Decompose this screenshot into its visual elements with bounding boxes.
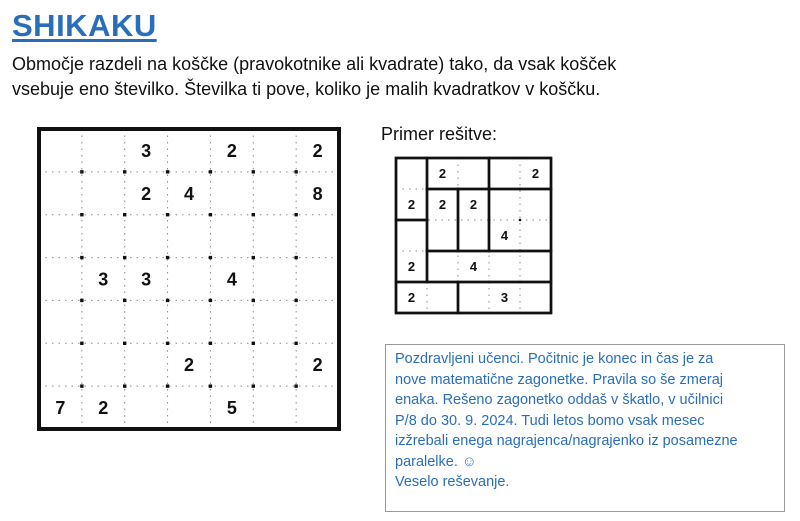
clue-number: 2 bbox=[469, 197, 478, 213]
grid-dot bbox=[252, 170, 255, 173]
announcement-line: nove matematične zagonetke. Pravila so še zmeraj bbox=[395, 371, 724, 388]
grid-dot bbox=[252, 384, 255, 387]
grid-border bbox=[39, 129, 339, 429]
announcement-line: izžrebali enega nagrajenca/nagrajenko iz posamezne bbox=[395, 433, 738, 449]
clue-number: 2 bbox=[312, 355, 323, 376]
clue-number: 4 bbox=[469, 259, 478, 275]
grid-dot bbox=[209, 213, 212, 216]
puzzle-grid[interactable] bbox=[39, 129, 339, 429]
grid-dot bbox=[166, 213, 169, 216]
clue-number: 2 bbox=[407, 259, 416, 275]
clue-number: 2 bbox=[407, 197, 416, 213]
announcement-line: paralelke. ☺ bbox=[395, 453, 477, 470]
instructions-line: vsebuje eno številko. Številka ti pove, koliko je malih kvadratkov v koščku. bbox=[12, 79, 601, 99]
clue-number: 2 bbox=[531, 166, 540, 182]
clue-number: 3 bbox=[141, 269, 152, 290]
grid-dot bbox=[294, 299, 297, 302]
clue-number: 4 bbox=[500, 228, 509, 244]
clue-number: 2 bbox=[438, 166, 447, 182]
grid-dot bbox=[166, 256, 169, 259]
clue-number: 4 bbox=[183, 183, 195, 204]
clue-number: 7 bbox=[55, 398, 66, 419]
grid-dot bbox=[123, 342, 126, 345]
grid-dot bbox=[519, 219, 521, 221]
announcement-line: Pozdravljeni učenci. Počitnic je konec in čas je za bbox=[395, 351, 714, 367]
grid-dot bbox=[209, 299, 212, 302]
clue-number: 2 bbox=[226, 140, 237, 161]
grid-dot bbox=[294, 384, 297, 387]
grid-dot bbox=[166, 170, 169, 173]
grid-dot bbox=[80, 299, 83, 302]
grid-dot bbox=[80, 256, 83, 259]
clue-number: 4 bbox=[226, 269, 237, 290]
page-title: SHIKAKU bbox=[12, 8, 157, 43]
clue-number: 2 bbox=[312, 140, 323, 161]
grid-dot bbox=[209, 170, 212, 173]
clue-number: 5 bbox=[226, 398, 237, 419]
grid-dot bbox=[294, 170, 297, 173]
grid-border bbox=[396, 158, 551, 313]
clue-number: 2 bbox=[183, 355, 195, 376]
clue-number: 2 bbox=[407, 290, 416, 306]
grid-dot bbox=[166, 342, 169, 345]
grid-dot bbox=[80, 342, 83, 345]
grid-dot bbox=[294, 213, 297, 216]
clue-number: 3 bbox=[500, 290, 509, 306]
grid-dot bbox=[294, 256, 297, 259]
clue-number: 3 bbox=[141, 140, 152, 161]
grid-dot bbox=[80, 384, 83, 387]
clue-number: 2 bbox=[141, 183, 152, 204]
grid-dot bbox=[252, 213, 255, 216]
grid-dot bbox=[123, 213, 126, 216]
grid-dot bbox=[80, 170, 83, 173]
announcement-box bbox=[385, 344, 785, 512]
announcement-line: enaka. Rešeno zagonetko oddaš v škatlo, v učilnici bbox=[395, 392, 724, 408]
instructions-line: Območje razdeli na koščke (pravokotnike ali kvadrate) tako, da vsak košček bbox=[12, 54, 617, 74]
grid-dot bbox=[209, 342, 212, 345]
announcement-line: Veselo reševanje. bbox=[395, 474, 510, 490]
instructions bbox=[12, 52, 772, 102]
grid-dot bbox=[123, 170, 126, 173]
grid-dot bbox=[80, 213, 83, 216]
grid-dot bbox=[209, 384, 212, 387]
grid-dot bbox=[123, 299, 126, 302]
grid-dot bbox=[123, 256, 126, 259]
grid-dot bbox=[166, 299, 169, 302]
clue-number: 2 bbox=[98, 398, 109, 419]
grid-dot bbox=[209, 256, 212, 259]
example-solution-grid bbox=[396, 158, 551, 313]
clue-number: 3 bbox=[98, 269, 109, 290]
grid-dot bbox=[252, 342, 255, 345]
clue-number: 8 bbox=[312, 183, 323, 204]
announcement-line: P/8 do 30. 9. 2024. Tudi letos bomo vsak mesec bbox=[395, 412, 705, 429]
grid-dot bbox=[166, 384, 169, 387]
grid-dot bbox=[123, 384, 126, 387]
clue-number: 2 bbox=[438, 197, 447, 213]
grid-dot bbox=[252, 299, 255, 302]
example-label: Primer rešitve: bbox=[381, 124, 498, 144]
grid-dot bbox=[252, 256, 255, 259]
grid-dot bbox=[294, 342, 297, 345]
